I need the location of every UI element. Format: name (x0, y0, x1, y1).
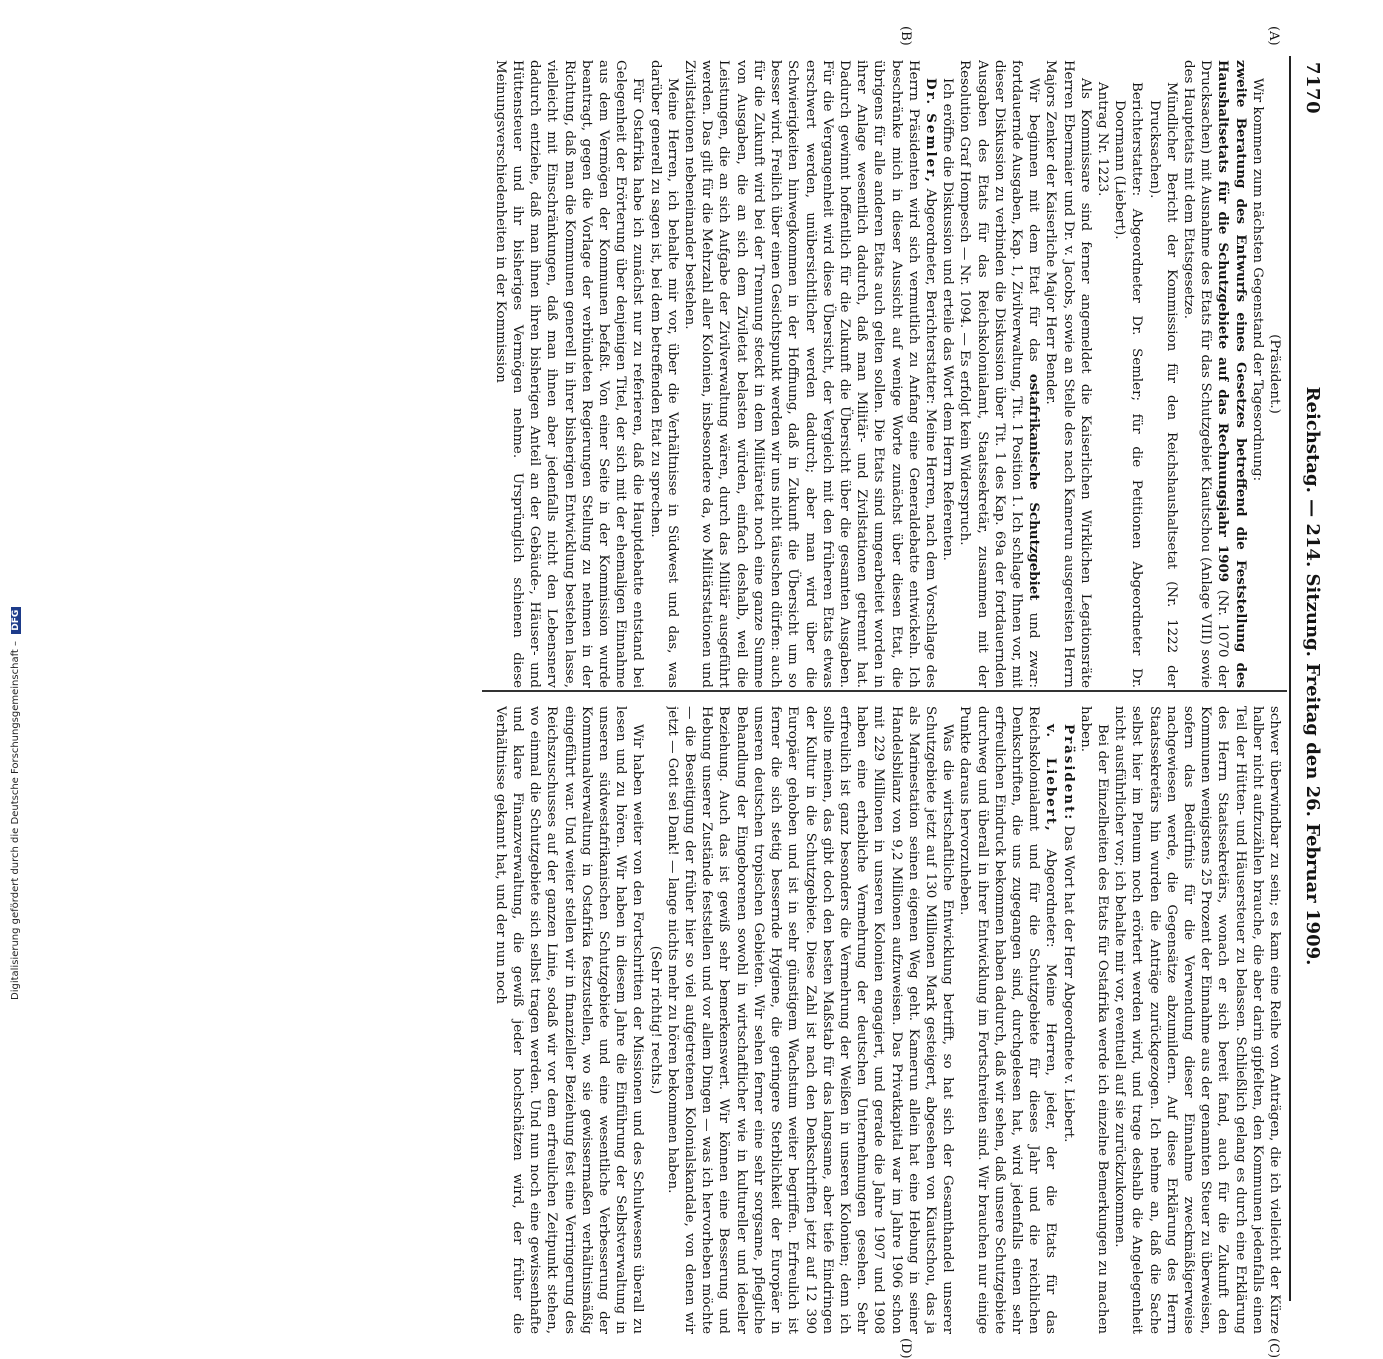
speech (956, 706, 1059, 1334)
footer-text: Digitalisierung gefördert durch die Deutsche Forschungsgemeinschaft – (10, 640, 21, 1000)
paragraph: Ich eröffne die Diskussion und erteile das Wort dem Herrn Referenten. (940, 78, 956, 561)
paragraph: Meine Herren, ich behalte mir vor, über die Verhältnisse in Südwest und das, was darüber generell zu sagen ist, bei dem betreffenden Etat zu sprechen. (647, 60, 680, 688)
paragraph: Bei der Einzelheiten des Etats für Ostafrika werde ich einzelne Bemerkungen zu machen haben. (1077, 706, 1110, 1334)
paragraph: Für Ostafrika habe ich zunächst nur zu referieren, daß die Hauptdebatte entstand bei Gelegenheit der Erörterung über denjenigen Titel, der sich mit der ehemaligen Einnahme aus dem Vermögen der Kommunen befaßt. Von einer Seite in der Kommission wurde beantragt, gegen die Vorlage der verbündeten Regierungen Stellung zu nehmen in der Richtung, daß man die Kommunen generell in ihrer bisherigen Entwicklung bestehen lasse, vielleicht mit Einschränkungen, daß man ihnen aber jedenfalls nicht den Lebensnerv dadurch entziehe, daß man ihnen ihren bisherigen Anteil an der Gebäude-, Häuser- und Hüttensteuer und ihr bisheriges Vermögen nehme. Ursprünglich schienen diese Meinungsverschiedenheiten in der Kommission (492, 60, 646, 688)
running-head: Reichstag. — 214. Sitzung. Freitag den 26. Februar 1909. (1302, 386, 1323, 966)
left-column (483, 60, 1283, 688)
column-divider (482, 690, 1287, 692)
speaker-label: (Präsident.) (1267, 334, 1282, 414)
paragraph (956, 60, 1042, 688)
paragraph: Als Kommissare sind ferner angemeldet die Kaiserlichen Wirklichen Legationsräte Herren Ebermaier und Dr. v. Jacobs, sowie an Stelle des nach Kamerun ausgereisten Herrn Majors Zenker der Kaiserliche Major Herr Bender. (1043, 60, 1093, 688)
paragraph: Berichterstatter: Abgeordneter Dr. Semler; für die Petitionen Abgeordneter Dr. Doormann (Liebert). (1112, 82, 1145, 688)
document-page: 7170 Reichstag. — 214. Sitzung. Freitag den 26. Februar 1909. (Präsident.) Wir kommen zum nächsten Gegenstand der Tagesordnung: zweite Beratung des Entwurfs eines Gesetzes betreffend die Feststellung des Haushaltsetats für die Schutzgebiete auf das Rechnungsjahr 1909 (Nr. 1070 der Drucksachen) mit Ausnahme des Etats für das Schutzgebiet Kiautschou (Anlage VIII) sowie des Hauptetats mit dem Etatsgesetze. Mündlicher Bericht der Kommission für den Reichshaushaltsetat (Nr. 1222 der Drucksachen). Berichterstatter: Abgeordneter Dr. Semler; für die Petitionen Abgeordneter Dr. Doormann (Liebert). Antrag Nr. 1223. Als Kommissare sind ferner angemeldet die Kaiserlichen Wirklichen Legationsräte Herren Ebermaier und Dr. v. Jacobs, sowie an Stelle des nach Kamerun ausgereisten Herrn Majors Zenker der Kaiserliche Major Herr Bender. Wir beginnen mit dem Etat für das ostafrikanische Schutzgebiet und zwar: fortdauernde Ausgaben, Kap. 1, Zivilverwaltung, Tit. 1 Position 1. Ich schlage Ihnen vor, mit dieser Diskussion zu verbinden die Diskussion über Tit. 1 des Kap. 69a der fortdauernden Ausgaben des Etats für das Reichskolonialamt, Staatssekretär, zusammen mit der Resolution Graf Hompesch — Nr. 1094. — Es erfolgt kein Widerspruch. Ich eröffne die Diskussion und erteile das Wort dem Herrn Referenten. Dr. Semler, Abgeordneter, Berichterstatter: Meine Herren, nach dem Vorschlage des Herrn Präsidenten wird sich vermutlich zu Anfang eine Generaldebatte entwickeln. Ich beschränke mich in dieser Aussicht auf wenige Worte zunächst über diesen Etat, die übrigens für alle anderen Etats auch gelten sollen. Die Etats sind umgearbeitet worden in ihrer Anlage wesentlich dadurch, daß man Militär- und Zivilstationen getrennt hat. Dadurch gewinnt hoffentlich für die Zukunft die Übersicht über die gesamten Ausgaben. Für die Vergangenheit wird diese Übersicht, der Vergleich mit den früheren Etats etwas erschwert werden, unübersichtlicher werden dadurch; aber man wird über die Schwierigkeiten hinwegkommen in der Hoffnung, daß in Zukunft die Übersicht um so besser wird. Freilich über einen Gesichtspunkt werden wir uns nicht täuschen dürfen: auch für die Zukunft wird bei der Trennung steckt in dem Militäretat noch eine ganze Summe von Ausgaben, die an sich dem Ziviletat belasten würden, einfach deshalb, weil die Leistungen, die an sich Aufgabe der Zivilverwaltung wären, durch das Militär ausgeführt werden. Das gilt für die Mehrzahl aller Kolonien, insbesondere da, wo Militärstationen und Zivilstationen nebeneinander bestehen. Meine Herren, ich behalte mir vor, über die Verhältnisse in Südwest und das, was darüber generell zu sagen ist, bei dem betreffenden Etat zu sprechen. Für Ostafrika habe ich zunächst nur zu referieren, daß die Hauptdebatte entstand bei Gelegenheit der Erörterung über denjenigen Titel, der sich mit der ehemaligen Einnahme aus dem Vermögen der Kommunen befaßt. Von einer Seite in der Kommission wurde beantragt, gegen die Vorlage der verbündeten Regierungen Stellung zu nehmen in der Richtung, daß man die Kommunen generell in ihrer bisherigen Entwicklung bestehen lasse, vielleicht mit Einschränkungen, daß man ihnen aber jedenfalls nicht den Lebensnerv dadurch entziehe, daß man ihnen ihren bisherigen Anteil an der Gebäude-, Häuser- und Hüttensteuer und ihr bisheriges Vermögen nehme. Ursprünglich schienen diese Meinungsverschiedenheiten in der Kommission schwer überwindbar zu sein; es kam eine Reihe von Anträgen, die ich vielleicht der Kürze halber nicht aufzuzählen brauche, die aber darin gipfelten, den Kommunen jedenfalls einen Teil der Hütten- und Häusersteuer zu belassen. Schließlich gelang es durch eine Erklärung des Herrn Staatssekretärs, wonach er sich bereit fand, auch für die Zukunft den Kommunen wenigstens 25 Prozent der Einnahme aus der genannten Steuer zu überweisen, sofern das Bedürfnis für die Verwendung dieser Einnahme zweckmäßigerweise nachgewiesen werde, die Gegensätze abzumildern. Auf diese Erklärung des Herrn Staatssekretärs hin wurden die Anträge zurückgezogen. Ich nehme an, daß die Sache selbst hier im Plenum noch erörtert werden wird, und trage deshalb die Angelegenheit nicht ausführlicher vor; ich behalte mir vor, eventuell auf sie zurückzukommen. Bei der Einzelheiten des Etats für Ostafrika werde ich einzelne Bemerkungen zu machen haben. Präsident: Das Wort hat der Herr Abgeordnete v. Liebert. v. Liebert, Abgeordneter: Meine Herren, jeder, der die Etats für das Reichskolonialamt und für die Schutzgebiete für dieses Jahr und die reichlichen Denkschriften, die uns zugegangen sind, durchgelesen hat, wird jedenfalls einen sehr erfreulichen Eindruck bekommen haben dadurch, daß wir sehen, daß unsere Schutzgebiete durchweg und überall in ihrer Entwicklung im Fortschreiten sind. Wir brauchen nur einige Punkte daraus hervorzuheben. Was die wirtschaftliche Entwicklung betrifft, so hat sich der Gesamthandel unserer Schutzgebiete jetzt auf 130 Millionen Mark gesteigert, abgesehen von Kiautschou, das ja als Marinestation seinen eigenen Weg geht. Kamerun allein hat eine Hebung in seiner Handelsbilanz von 9,2 Millionen aufzuweisen. Das Privatkapital war im Jahre 1906 schon mit 229 Millionen in unseren Kolonien engagiert, und gerade die Jahre 1907 und 1908 haben eine erhebliche Vermehrung der deutschen Unternehmungen gesehen. Sehr erfreulich ist ganz besonders die Vermehrung der Weißen in unseren Kolonien; denn ich sollte meinen, das gibt doch den besten Maßstab für das langsame, aber tiefe Eindringen der Kultur in die Schutzgebiete. Diese Zahl ist nach den Denkschriften jetzt auf 12 390 Europäer gehoben und ist in sehr günstigem Wachstum weiter begriffen. Erfreulich ist ferner die sich stetig bessernde Hygiene, die geringere Sterblichkeit der Europäer in unseren deutschen tropischen Gebieten. Wir sehen ferner eine sehr sorgsame, pflegliche Behandlung der Eingeborenen sowohl in wirtschaftlicher wie in kultureller und ideeller Beziehung. Auch das ist gewiß sehr bemerkenswert. Wir können eine Besserung und Hebung unserer Zustände feststellen und vor allem Dingen — was ich hervorheben möchte — die Beseitigung der früher hier so viel aufgetretenen Kolonialskandale, von denen wir jetzt — Gott sei Dank! — lange nichts mehr zu hören bekommen haben. (Sehr richtig! rechts.) Wir haben weiter von den Fortschritten der Missionen und des Schulwesens überall zu lesen und zu hören. Wir haben in diesem Jahre die Einführung der Selbstverwaltung in unseren südwestafrikanischen Schutzgebiete und eine wesentliche Verbesserung der Kommunalverwaltung in Ostafrika festzustellen, wo sie gewissermaßen verhältnismäßig eingeführt war. Und weiter stellen wir in finanzieller Beziehung fest eine Verringerung des Reichszuschusses auf der ganzen Linie, sodaß wir vor dem erfreulichen Zeitpunkt stehen, wo einmal die Schutzgebiete sich selbst tragen werden. Und nun noch eine gewissenhafte und klare Finanzverwaltung, die gewiß jeder hochschätzen wird, der früher die Verhältnisse gekannt hat, und der nun noch (A) (B) (C) (D) (0, 0, 1383, 1000)
speech (681, 60, 939, 688)
paragraph: schwer überwindbar zu sein; es kam eine Reihe von Anträgen, die ich vielleicht der Kürze halber nicht aufzuzählen brauche, die aber darin gipfelten, den Kommunen jedenfalls einen Teil der Hütten- und Häusersteuer zu belassen. Schließlich gelang es durch eine Erklärung des Herrn Staatssekretärs, wonach er sich bereit fand, auch für die Zukunft den Kommunen wenigstens 25 Prozent der Einnahme aus der genannten Steuer zu überweisen, sofern das Bedürfnis für die Verwendung dieser Einnahme zweckmäßigerweise nachgewiesen werde, die Gegensätze abzumildern. Auf diese Erklärung des Herrn Staatssekretärs hin wurden die Anträge zurückgezogen. Ich nehme an, daß die Sache selbst hier im Plenum noch erörtert werden wird, und trage deshalb die Angelegenheit nicht ausführlicher vor; ich behalte mir vor, eventuell auf sie zurückzukommen. (1112, 706, 1282, 1334)
paragraph: Antrag Nr. 1223. (1094, 82, 1110, 197)
agenda-detail: (Nr. 1070 der Drucksachen) mit Ausnahme des Etats für das Schutzgebiet Kiautschou (Anlage VIII) sowie des Hauptetats mit dem Etatsgesetze. (1180, 60, 1231, 688)
agenda-item (1180, 60, 1249, 688)
interjection: (Sehr richtig! rechts.) (647, 945, 663, 1095)
speech-text: Abgeordneter, Berichterstatter: Meine Herren, nach dem Vorschlage des Herrn Präsidenten wird sich vermutlich zu Anfang eine Generaldebatte entwickeln. Ich beschränke mich in dieser Aussicht auf wenige Worte zunächst über diesen Etat, die übrigens für alle anderen Etats auch gelten sollen. Die Etats sind umgearbeitet worden in ihrer Anlage wesentlich dadurch, daß man Militär- und Zivilstationen getrennt hat. Dadurch gewinnt hoffentlich für die Zukunft die Übersicht über die gesamten Ausgaben. Für die Vergangenheit wird diese Übersicht, der Vergleich mit den früheren Etats etwas erschwert werden, unübersichtlicher werden dadurch; aber man wird über die Schwierigkeiten hinwegkommen in der Hoffnung, daß in Zukunft die Übersicht um so besser wird. Freilich über einen Gesichtspunkt werden wir uns nicht täuschen dürfen: auch für die Zukunft wird bei der Trennung steckt in dem Militäretat noch eine ganze Summe von Ausgaben, die an sich dem Ziviletat belasten würden, einfach deshalb, weil die Leistungen, die an sich Aufgabe der Zivilverwaltung wären, durch das Militär ausgeführt werden. Das gilt für die Mehrzahl aller Kolonien, insbesondere da, wo Militärstationen und Zivilstationen nebeneinander bestehen. (682, 60, 938, 688)
agenda-title: zweite Beratung des Entwurfs eines Gesetzes betreffend die Feststellung des Haushaltsetats für die Schutzgebiete auf das Rechnungsjahr 1909 (1215, 60, 1249, 688)
digitization-footer (10, 10, 26, 1000)
paragraph: Wir haben weiter von den Fortschritten der Missionen und des Schulwesens überall zu lesen und zu hören. Wir haben in diesem Jahre die Einführung der Selbstverwaltung in unseren südwestafrikanischen Schutzgebiete und eine wesentliche Verbesserung der Kommunalverwaltung in Ostafrika festzustellen, wo sie gewissermaßen verhältnismäßig eingeführt war. Und weiter stellen wir in finanzieller Beziehung fest eine Verringerung des Reichszuschusses auf der ganzen Linie, sodaß wir vor dem erfreulichen Zeitpunkt stehen, wo einmal die Schutzgebiete sich selbst tragen werden. Und nun noch eine gewissenhafte und klare Finanzverwaltung, die gewiß jeder hochschätzen wird, der früher die Verhältnisse gekannt hat, und der nun noch (492, 706, 646, 1334)
page-header (1295, 56, 1325, 1296)
text-run: und zwar: fortdauernde Ausgaben, Kap. 1, Zivilverwaltung, Tit. 1 Position 1. Ich schlage Ihnen vor, mit dieser Diskussion zu verbinden die Diskussion über Tit. 1 des Kap. 69a der fortdauernden Ausgaben des Etats für das Reichskolonialamt, Staatssekretär, zusammen mit der Resolution Graf Hompesch — Nr. 1094. — Es erfolgt kein Widerspruch. (957, 60, 1042, 688)
speaker-name: Präsident: (1060, 724, 1077, 822)
speech-text: Das Wort hat der Herr Abgeordnete v. Liebert. (1060, 825, 1076, 1143)
speaker-name: Dr. Semler, (922, 78, 939, 184)
dfg-logo: DFG (11, 607, 21, 634)
margin-mark-b: (B) (898, 26, 913, 46)
paragraph: Mündlicher Bericht der Kommission für den Reichshaushaltsetat (Nr. 1222 der Drucksachen). (1146, 82, 1179, 688)
right-column (483, 706, 1283, 1334)
text-run-bold: ostafrikanische Schutzgebiet (1026, 373, 1043, 601)
paragraph: Wir kommen zum nächsten Gegenstand der Tagesordnung: (1249, 78, 1265, 482)
page-number: 7170 (1302, 62, 1323, 115)
speech-text: Abgeordneter: Meine Herren, jeder, der die Etats für das Reichskolonialamt und für die Schutzgebiete für dieses Jahr und die reichlichen Denkschriften, die uns zugegangen sind, durchgelesen hat, wird jedenfalls einen sehr erfreulichen Eindruck bekommen haben dadurch, daß wir sehen, daß unsere Schutzgebiete durchweg und überall in ihrer Entwicklung im Fortschreiten sind. Wir brauchen nur einige Punkte daraus hervorzuheben. (957, 706, 1059, 1334)
speaker-name: v. Liebert, (1043, 724, 1060, 833)
margin-mark-a: (A) (1266, 26, 1281, 46)
header-rule (1289, 56, 1291, 1301)
paragraph: Was die wirtschaftliche Entwicklung betrifft, so hat sich der Gesamthandel unserer Schutzgebiete jetzt auf 130 Millionen Mark gesteigert, abgesehen von Kiautschou, das ja als Marinestation seinen eigenen Weg geht. Kamerun allein hat eine Hebung in seiner Handelsbilanz von 9,2 Millionen aufzuweisen. Das Privatkapital war im Jahre 1906 schon mit 229 Millionen in unseren Kolonien engagiert, und gerade die Jahre 1907 und 1908 haben eine erhebliche Vermehrung der deutschen Unternehmungen gesehen. Sehr erfreulich ist ganz besonders die Vermehrung der Weißen in unseren Kolonien; denn ich sollte meinen, das gibt doch den besten Maßstab für das langsame, aber tiefe Eindringen der Kultur in die Schutzgebiete. Diese Zahl ist nach den Denkschriften jetzt auf 12 390 Europäer gehoben und ist in sehr günstigem Wachstum weiter begriffen. Erfreulich ist ferner die sich stetig bessernde Hygiene, die geringere Sterblichkeit der Europäer in unseren deutschen tropischen Gebieten. Wir sehen ferner eine sehr sorgsame, pflegliche Behandlung der Eingeborenen sowohl in wirtschaftlicher wie in kultureller und ideeller Beziehung. Auch das ist gewiß sehr bemerkenswert. Wir können eine Besserung und Hebung unserer Zustände feststellen und vor allem Dingen — was ich hervorheben möchte — die Beseitigung der früher hier so viel aufgetretenen Kolonialskandale, von denen wir jetzt — Gott sei Dank! — lange nichts mehr zu hören bekommen haben. (664, 706, 956, 1334)
speech (1059, 706, 1076, 1334)
text-run: Wir beginnen mit dem Etat für das (1026, 78, 1042, 362)
